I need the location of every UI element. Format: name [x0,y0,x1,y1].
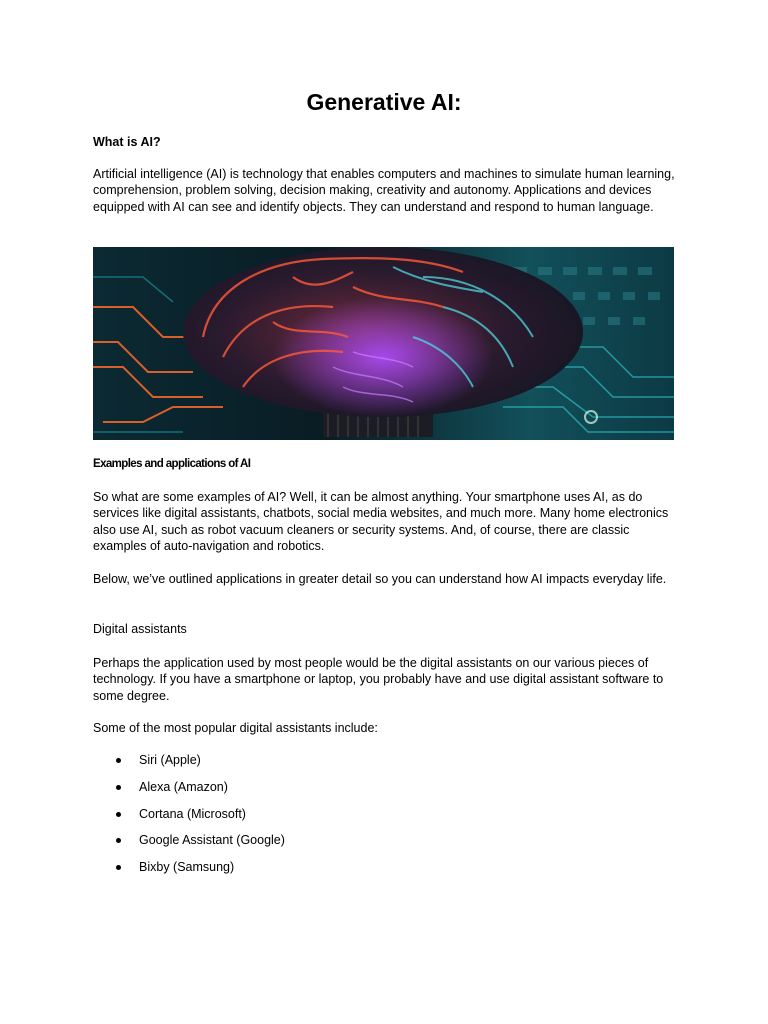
bullet-icon [116,812,121,817]
brain-circuit-image [93,247,674,440]
list-item [93,806,675,833]
bullet-icon [116,758,121,763]
list-item [93,859,675,886]
brain-circuit-illustration [93,247,674,440]
paragraph-digital-assistants: Perhaps the application used by most people would be the digital assistants on our various pieces of technology. If you have a smartphone or laptop, you probably have and use digital assistant software to some degree. [93,656,664,703]
list-item-text: Siri (Apple) [139,753,201,767]
paragraph-applications-intro: Below, we’ve outlined applications in greater detail so you can understand how AI impacts everyday life. [93,572,667,586]
list-item [93,752,675,779]
paragraph-ai-definition: Artificial intelligence (AI) is technology that enables computers and machines to simulate human learning, comprehension, problem solving, decision making, creativity and autonomy. Applications and devices equipped with AI can see and identify objects. They can understand and respond to human language. [93,167,675,214]
bullet-icon [116,838,121,843]
paragraph-popular-assistants: Some of the most popular digital assistants include: [93,721,378,735]
subheading-digital-assistants: Digital assistants [93,622,187,636]
list-item [93,779,675,806]
list-item-text: Cortana (Microsoft) [139,806,246,821]
document-title: Generative AI: [306,89,462,115]
section-heading-what-is-ai: What is AI? [93,135,161,149]
section-heading-examples: Examples and applications of AI [93,458,251,470]
list-item [93,832,675,859]
list-item-text: Google Assistant (Google) [139,833,285,848]
bullet-icon [116,785,121,790]
bullet-icon [116,865,121,870]
assistants-list [93,752,675,886]
paragraph-examples: So what are some examples of AI? Well, it can be almost anything. Your smartphone uses AI, as do services like digital assistants, chatbots, social media websites, and much more. Many home electronics also use AI, such as robot vacuum cleaners or security systems. And, of course, there are classic examples of auto-navigation and robotics. [93,490,669,554]
list-item-text: Alexa (Amazon) [139,779,228,794]
list-item-text: Bixby (Samsung) [139,860,235,875]
